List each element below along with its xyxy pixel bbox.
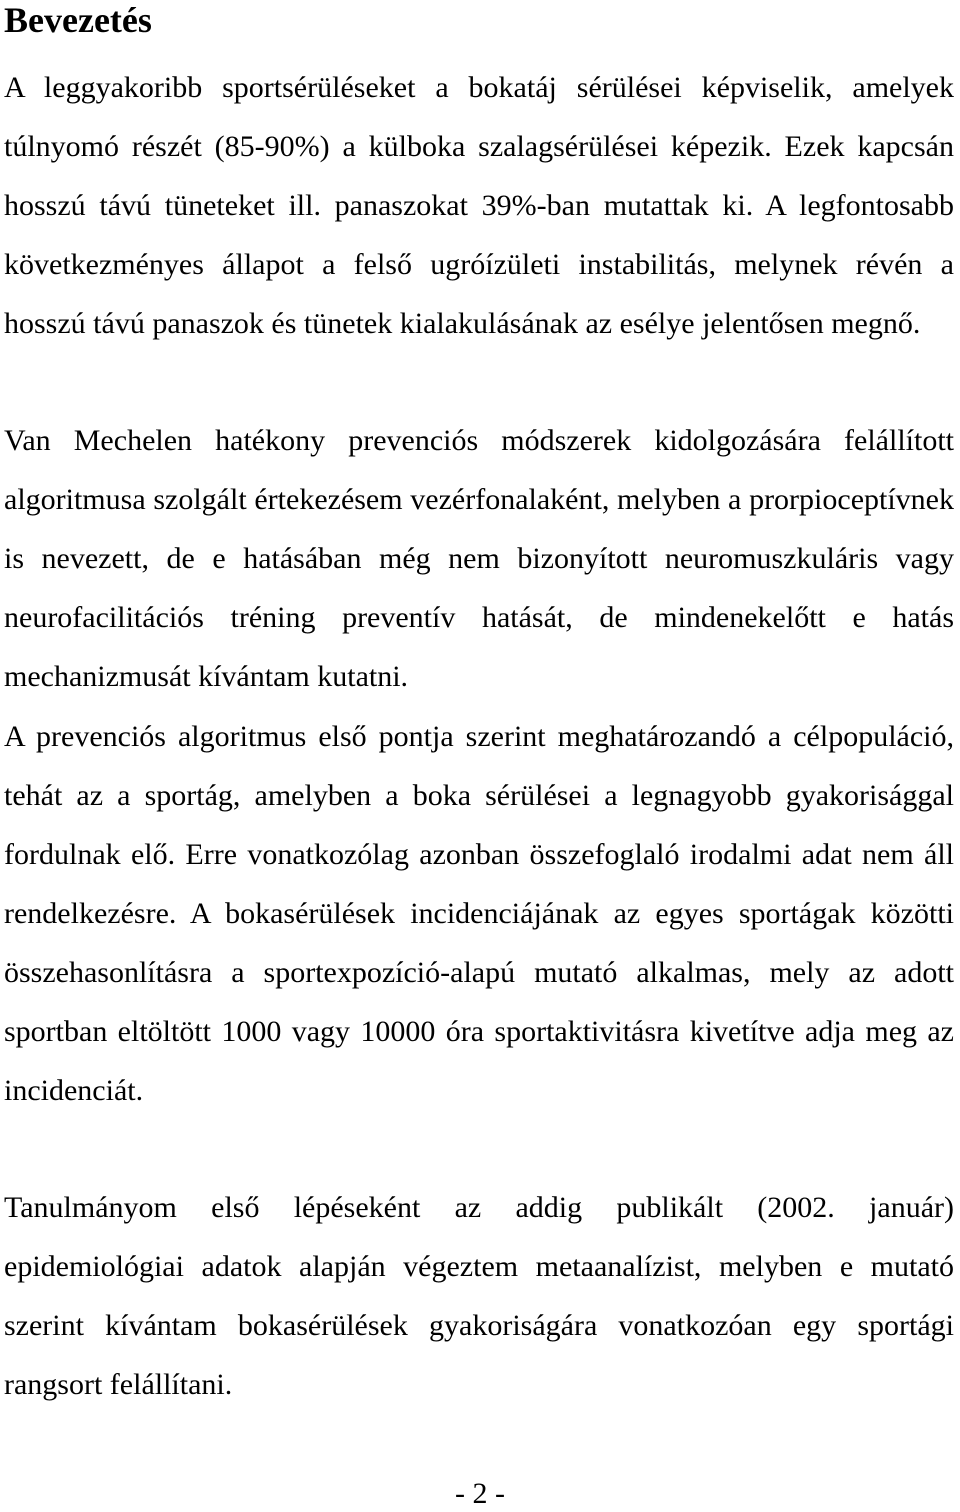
section-heading: Bevezetés bbox=[4, 0, 152, 40]
paragraph-3: A prevenciós algoritmus első pontja szerint meghatározandó a célpopuláció, tehát az a sportág, amelyben a boka sérülései a legnagyobb gyakorisággal fordulnak elő. Erre vonatkozólag azonban összefoglaló irodalmi adat nem áll rendelkezésre. A bokasérülések incidenciájának az egyes sportágak közötti összehasonlításra a sportexpozíció-alapú mutató alkalmas, mely az adott sportban eltöltött 1000 vagy 10000 óra sportaktivitásra kivetítve adja meg az incidenciát. bbox=[4, 720, 954, 1107]
paragraph-2: Van Mechelen hatékony prevenciós módszerek kidolgozására felállított algoritmusa szolgált értekezésem vezérfonalaként, melyben a prorpioceptívnek is nevezett, de e hatásában még nem bizonyított neuromuszkuláris vagy neurofacilitációs tréning preventív hatását, de mindenekelőtt e hatás mechanizmusát kívántam kutatni. bbox=[4, 424, 954, 693]
paragraph-1: A leggyakoribb sportsérüléseket a bokatáj sérülései képviselik, amelyek túlnyomó részét (85-90%) a külboka szalagsérülései képezik. Ezek kapcsán hosszú távú tüneteket ill. panaszokat 39%-ban mutattak ki. A legfontosabb következményes állapot a felső ugróízületi instabilitás, melynek révén a hosszú távú panaszok és tünetek kialakulásának az esélye jelentősen megnő. bbox=[4, 71, 954, 340]
page-number: - 2 - bbox=[455, 1477, 505, 1510]
paragraph-4: Tanulmányom első lépéseként az addig publikált (2002. január) epidemiológiai adatok alapján végeztem metaanalízist, melyben e mutató szerint kívántam bokasérülések gyakoriságára vonatkozóan egy sportági rangsort felállítani. bbox=[4, 1191, 954, 1401]
